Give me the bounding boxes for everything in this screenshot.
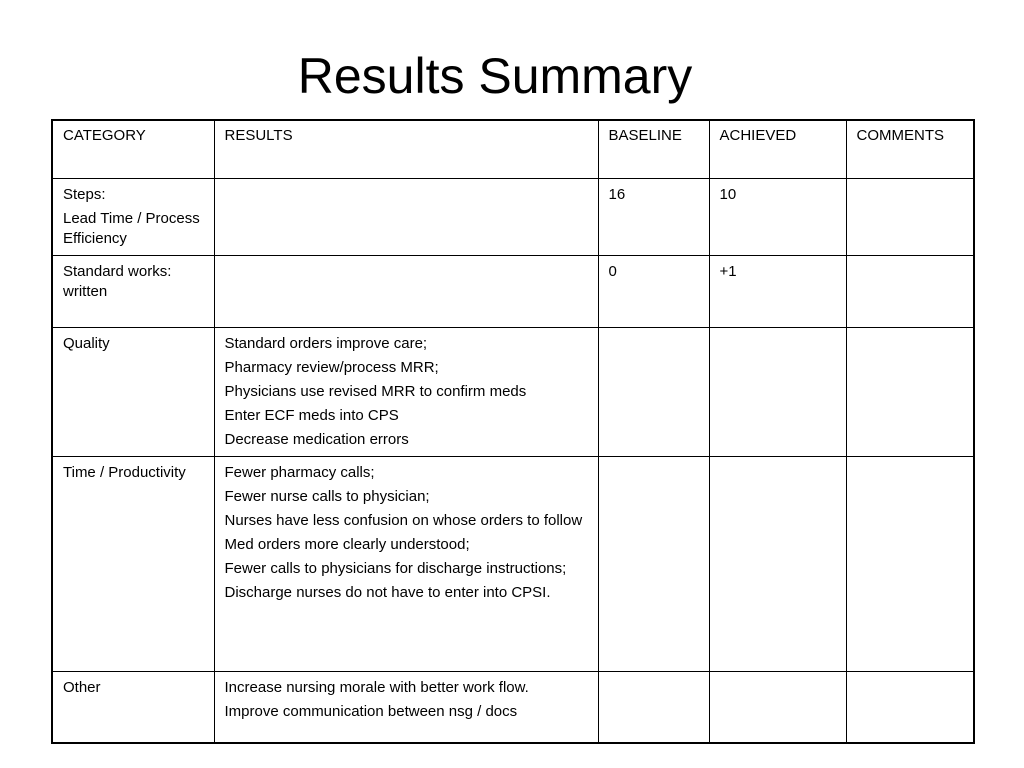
category-cell (52, 328, 214, 457)
page-title: Results Summary (297, 48, 693, 104)
header-row (52, 120, 974, 179)
header-achieved: ACHIEVED (709, 120, 846, 179)
category-cell (52, 672, 214, 744)
table-row-steps (52, 179, 974, 256)
category-cell (52, 457, 214, 672)
baseline-cell (598, 457, 709, 672)
comments-cell (846, 179, 974, 256)
header-baseline: BASELINE (598, 120, 709, 179)
comments-cell (846, 672, 974, 744)
comments-cell (846, 328, 974, 457)
category-text: Standard works: written (63, 263, 172, 300)
comments-cell (846, 457, 974, 672)
achieved-cell (709, 457, 846, 672)
achieved-cell (709, 672, 846, 744)
baseline-cell (598, 672, 709, 744)
baseline-cell (598, 328, 709, 457)
table-row-time-productivity (52, 457, 974, 672)
result-item: Enter ECF meds into CPS (224, 407, 399, 424)
results-summary-table (51, 119, 975, 744)
achieved-cell (709, 328, 846, 457)
result-item: Physicians use revised MRR to confirm meds (224, 383, 527, 400)
result-item: Standard orders improve care; (224, 335, 428, 352)
results-cell (214, 256, 598, 328)
results-cell (214, 672, 598, 744)
baseline-cell: 0 (598, 256, 709, 328)
result-item: Improve communication between nsg / docs (224, 703, 518, 720)
results-cell (214, 328, 598, 457)
header-category: CATEGORY (52, 120, 214, 179)
result-item: Nurses have less confusion on whose orders to follow (224, 512, 583, 529)
result-item: Increase nursing morale with better work flow. (224, 679, 529, 696)
result-item: Discharge nurses do not have to enter into CPSI. (224, 584, 551, 601)
result-item: Decrease medication errors (224, 431, 409, 448)
result-item: Med orders more clearly understood; (224, 536, 470, 553)
category-text: Quality (63, 335, 110, 352)
result-item: Fewer nurse calls to physician; (224, 488, 430, 505)
comments-cell (846, 256, 974, 328)
category-cell (52, 256, 214, 328)
results-cell (214, 457, 598, 672)
results-cell (214, 179, 598, 256)
category-text: Other (63, 679, 101, 696)
category-cell (52, 179, 214, 256)
result-item: Fewer pharmacy calls; (224, 464, 375, 481)
header-comments: COMMENTS (846, 120, 974, 179)
achieved-cell: 10 (709, 179, 846, 256)
table-row-other (52, 672, 974, 744)
result-item: Fewer calls to physicians for discharge instructions; (224, 560, 567, 577)
category-text: Steps: (63, 186, 106, 203)
result-item: Pharmacy review/process MRR; (224, 359, 439, 376)
achieved-cell: +1 (709, 256, 846, 328)
category-text: Lead Time / Process Efficiency (63, 210, 200, 247)
table-row-standard-works (52, 256, 974, 328)
header-results: RESULTS (214, 120, 598, 179)
category-text: Time / Productivity (63, 464, 186, 481)
baseline-cell: 16 (598, 179, 709, 256)
table-row-quality (52, 328, 974, 457)
